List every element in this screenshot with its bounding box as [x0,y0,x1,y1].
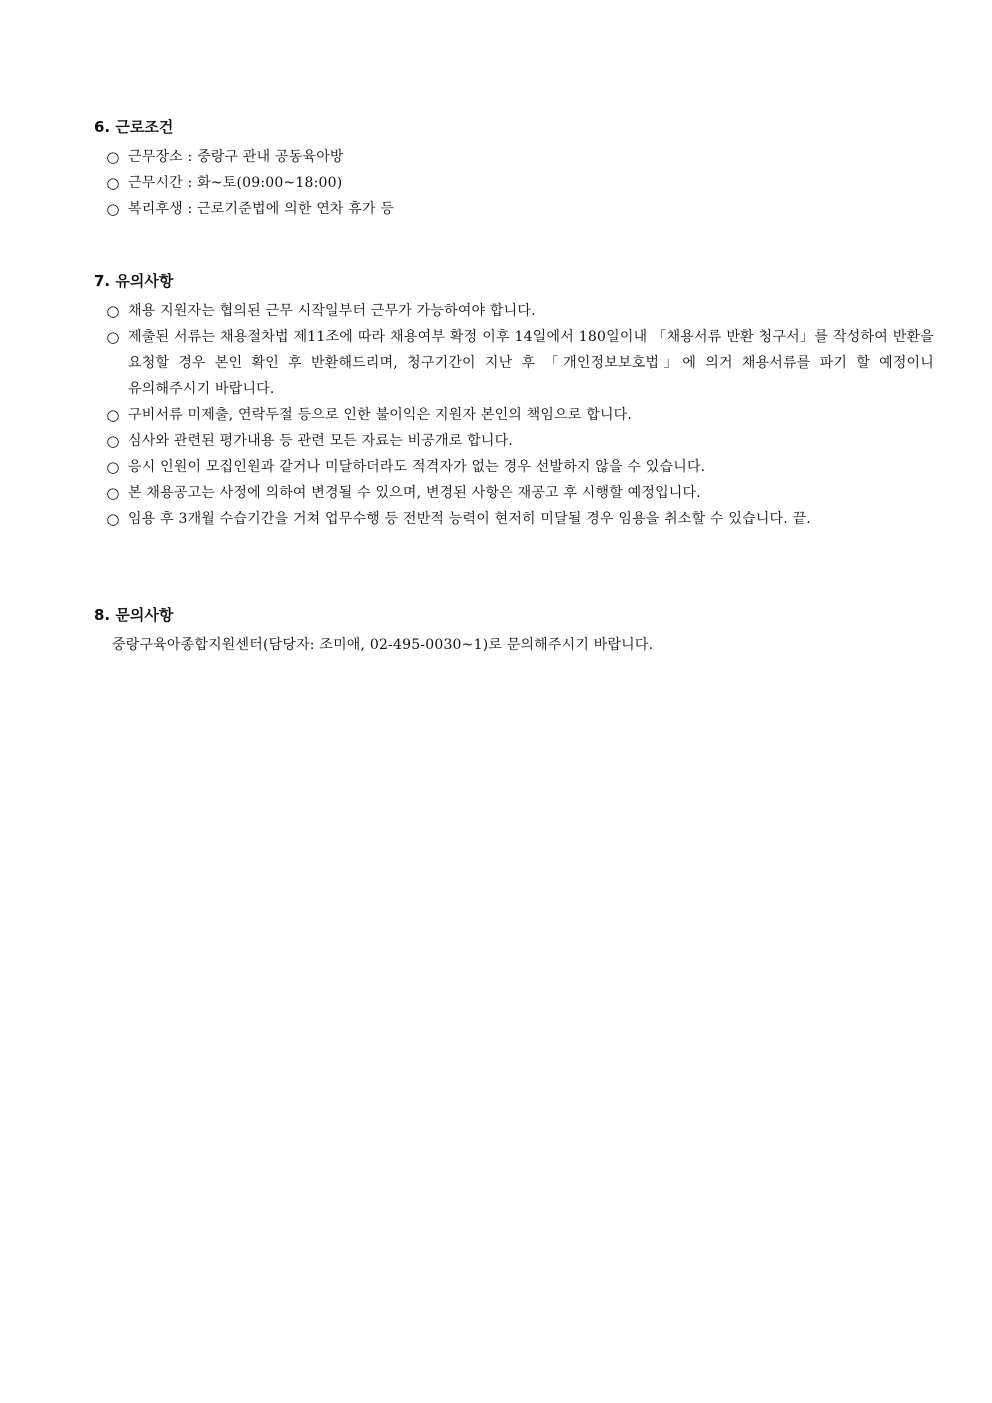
circle-bullet-icon: ○ [106,174,120,192]
list-item [94,428,934,454]
list-item [94,454,934,480]
list-item [94,402,934,428]
section-heading: 8. 문의사항 [94,606,174,624]
list-item-text: 임용 후 3개월 수습기간을 거쳐 업무수행 등 전반적 능력이 현저히 미달될 경우 임용을 취소할 수 있습니다. 끝. [128,511,811,527]
list-item [94,170,934,196]
list-item [94,298,934,324]
circle-bullet-icon: ○ [106,406,120,424]
section-working-conditions [94,116,934,222]
bullet-list [94,298,934,532]
list-item-text: 근무장소 : 중랑구 관내 공동육아방 [128,149,344,165]
list-item-text: 구비서류 미제출, 연락두절 등으로 인한 불이익은 지원자 본인의 책임으로 합니다. [128,407,633,423]
list-item-text: 근무시간 : 화~토(09:00~18:00) [128,175,343,191]
bullet-list [94,144,934,222]
circle-bullet-icon: ○ [106,484,120,502]
list-item-text: 응시 인원이 모집인원과 같거나 미달하더라도 적격자가 없는 경우 선발하지 않을 수 있습니다. [128,459,706,475]
circle-bullet-icon: ○ [106,328,120,346]
circle-bullet-icon: ○ [106,458,120,476]
section-notes [94,270,934,532]
section-heading: 7. 유의사항 [94,272,174,290]
section-inquiries [94,604,934,658]
circle-bullet-icon: ○ [106,148,120,166]
list-item [94,196,934,222]
circle-bullet-icon: ○ [106,510,120,528]
list-item [94,506,934,532]
circle-bullet-icon: ○ [106,302,120,320]
list-item [94,144,934,170]
list-item-text: 심사와 관련된 평가내용 등 관련 모든 자료는 비공개로 합니다. [128,433,513,449]
list-item-text: 복리후생 : 근로기준법에 의한 연차 휴가 등 [128,201,395,217]
circle-bullet-icon: ○ [106,432,120,450]
list-item [94,480,934,506]
circle-bullet-icon: ○ [106,200,120,218]
list-item-text: 제출된 서류는 채용절차법 제11조에 따라 채용여부 확정 이후 14일에서 180일이내 「채용서류 반환 청구서」를 작성하여 반환을 요청할 경우 본인 확인 후 반환해드리며, 청구기간이 지난 후 「개인정보보호법」에 의거 채용서류를 파기 할 예정이니 유의해주시기 바랍니다. [128,329,934,397]
list-item [94,324,934,402]
contact-info-text: 중랑구육아종합지원센터(담당자: 조미애, 02-495-0030~1)로 문의해주시기 바랍니다. [112,637,654,653]
list-item-text: 본 채용공고는 사정에 의하여 변경될 수 있으며, 변경된 사항은 재공고 후 시행할 예정입니다. [128,485,701,501]
section-heading: 6. 근로조건 [94,118,174,136]
list-item-text: 채용 지원자는 협의된 근무 시작일부터 근무가 가능하여야 합니다. [128,303,536,319]
